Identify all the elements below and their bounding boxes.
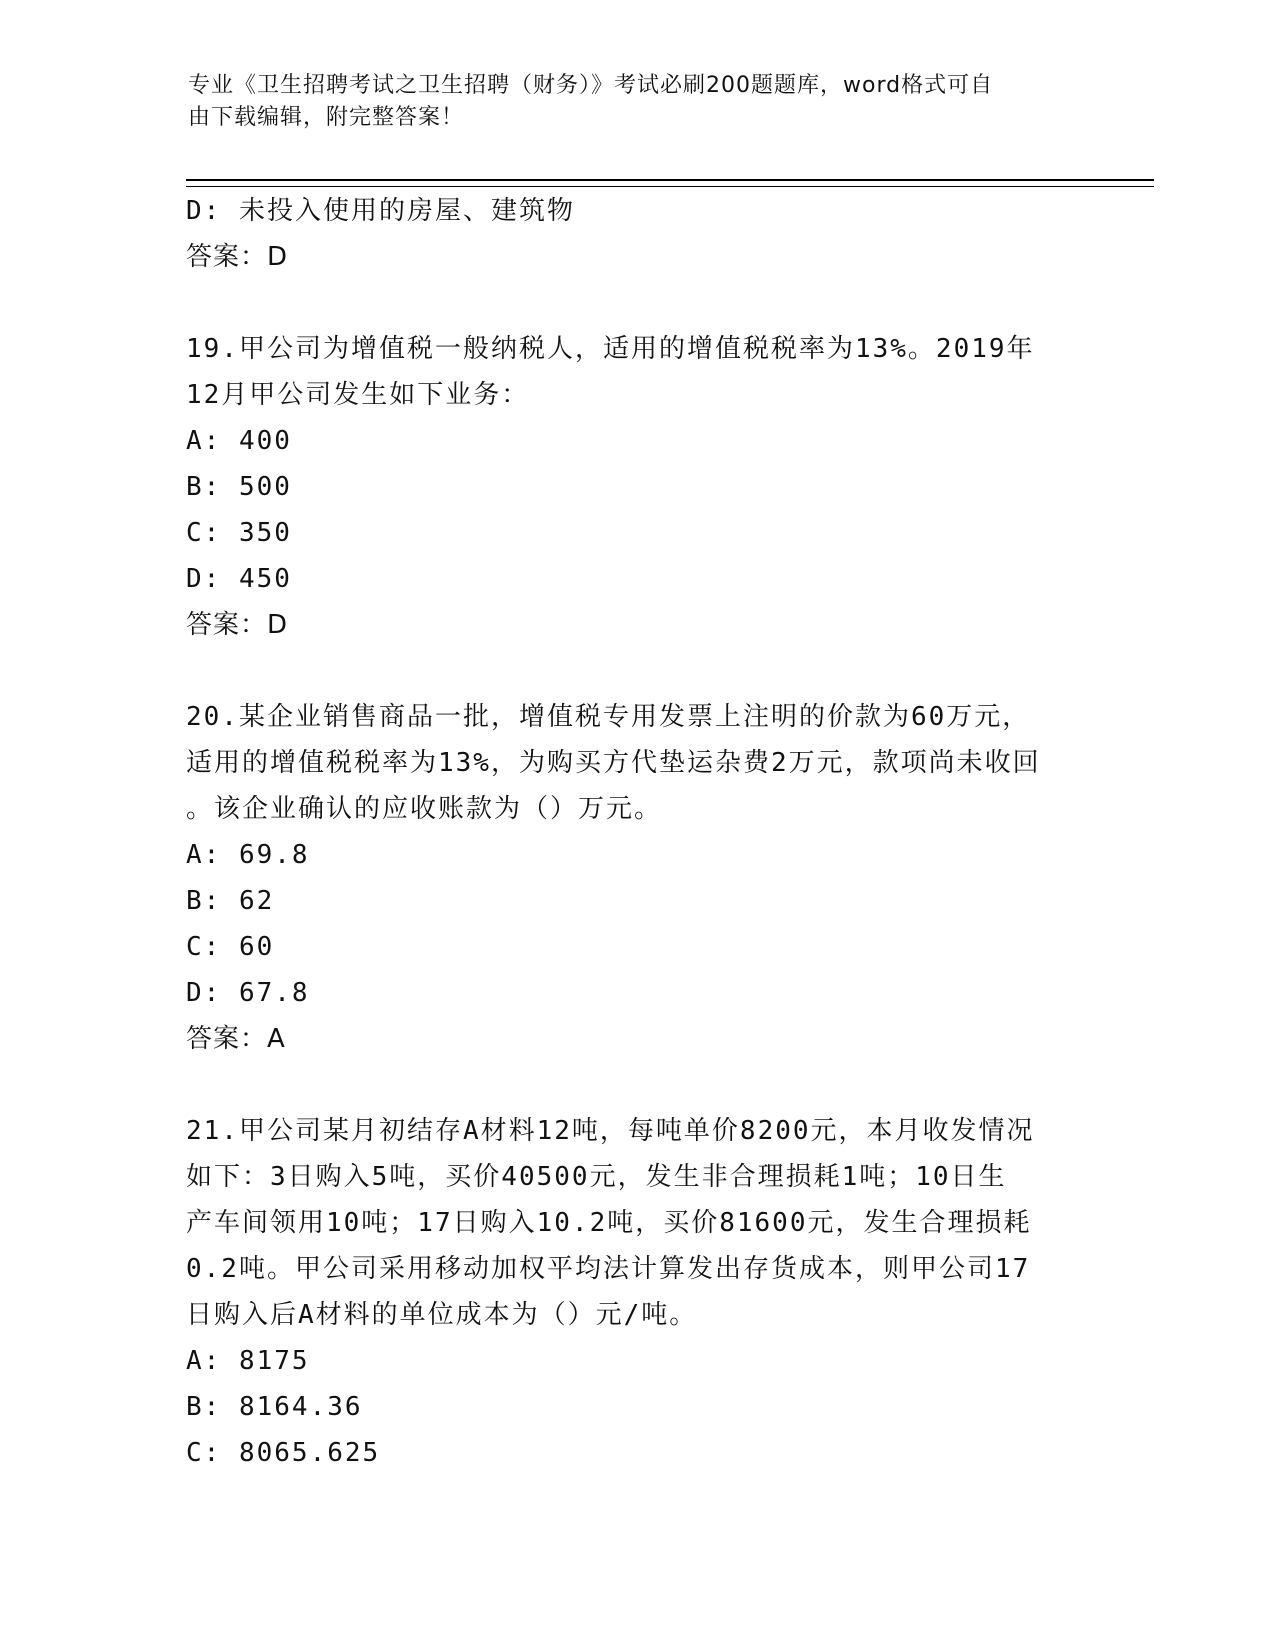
option-a: A: 8175 <box>186 1346 310 1376</box>
prev-option-d: D: 未投入使用的房屋、建筑物 <box>186 196 575 226</box>
question-text-line: 12月甲公司发生如下业务： <box>186 380 530 410</box>
option-d: D: 67.8 <box>186 978 310 1008</box>
option-c: C: 350 <box>186 518 292 548</box>
option-a: A: 400 <box>186 426 292 456</box>
option-d: D: 450 <box>186 564 292 594</box>
spacer <box>186 280 1086 326</box>
spacer <box>186 1062 1086 1108</box>
header-line-2: 由下载编辑，附完整答案！ <box>188 105 465 130</box>
document-body <box>186 188 1086 1476</box>
page-header <box>188 70 1088 134</box>
question-text-line: 产车间领用10吨；17日购入10.2吨，买价81600元，发生合理损耗 <box>186 1208 1032 1238</box>
option-c: C: 60 <box>186 932 275 962</box>
answer: 答案：A <box>186 1024 286 1054</box>
question-text-line: 适用的增值税税率为13%，为购买方代垫运杂费2万元，款项尚未收回 <box>186 748 1041 778</box>
question-text-line: 19.甲公司为增值税一般纳税人，适用的增值税税率为13%。2019年 <box>186 334 1035 364</box>
option-b: B: 500 <box>186 472 292 502</box>
answer: 答案：D <box>186 610 289 640</box>
question-19 <box>186 326 1086 648</box>
option-a: A: 69.8 <box>186 840 310 870</box>
prev-answer: 答案：D <box>186 242 289 272</box>
header-divider <box>186 179 1154 187</box>
question-text-line: 21.甲公司某月初结存A材料12吨，每吨单价8200元，本月收发情况 <box>186 1116 1035 1146</box>
question-text-line: 20.某企业销售商品一批，增值税专用发票上注明的价款为60万元， <box>186 702 1031 732</box>
question-text-line: 0.2吨。甲公司采用移动加权平均法计算发出存货成本，则甲公司17 <box>186 1254 1031 1284</box>
question-text-line: 日购入后A材料的单位成本为（）元/吨。 <box>186 1300 698 1330</box>
option-c: C: 8065.625 <box>186 1438 381 1468</box>
question-21 <box>186 1108 1086 1476</box>
question-20 <box>186 694 1086 1062</box>
header-line-1: 专业《卫生招聘考试之卫生招聘（财务）》考试必刷200题题库，word格式可自 <box>188 73 994 98</box>
spacer <box>186 648 1086 694</box>
option-b: B: 62 <box>186 886 275 916</box>
option-b: B: 8164.36 <box>186 1392 363 1422</box>
question-text-line: 如下：3日购入5吨，买价40500元，发生非合理损耗1吨；10日生 <box>186 1162 1007 1192</box>
question-text-line: 。该企业确认的应收账款为（）万元。 <box>186 794 663 824</box>
